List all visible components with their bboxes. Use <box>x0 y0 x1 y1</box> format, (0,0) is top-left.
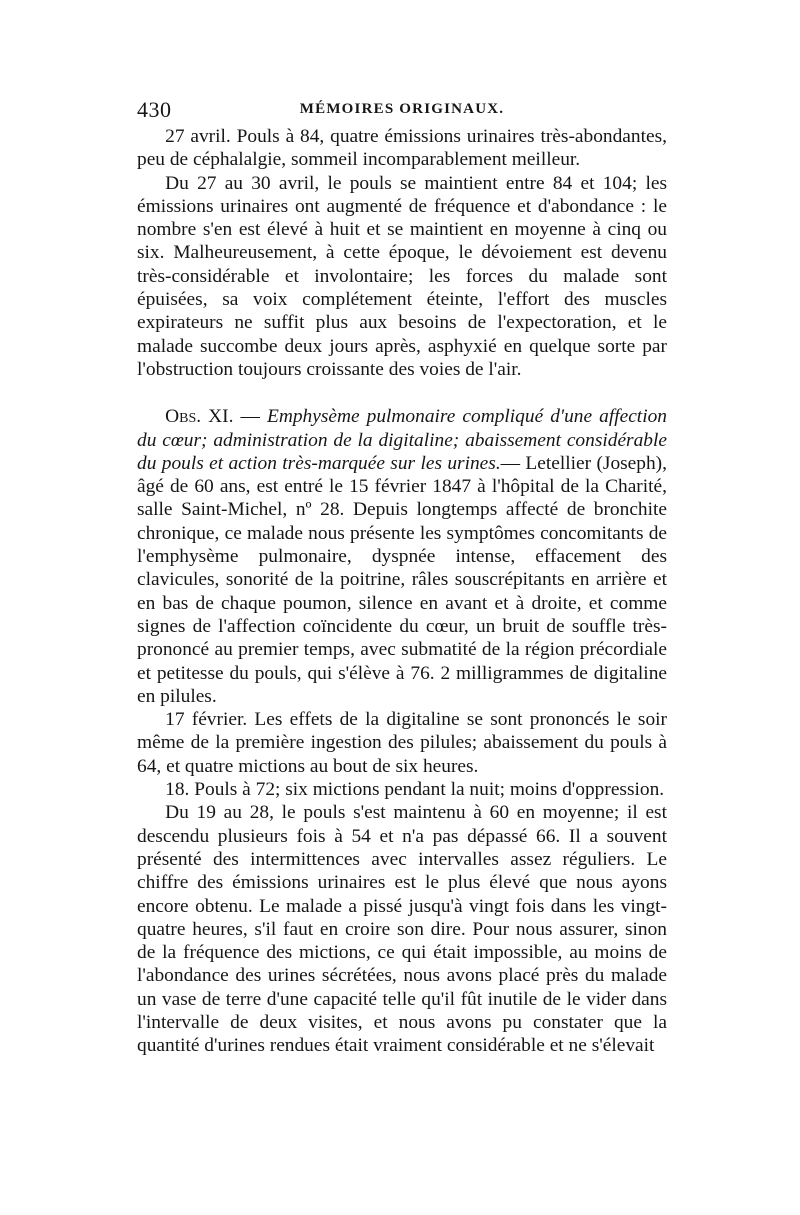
observation-text: — Letellier (Joseph), âgé de 60 ans, est entré le 15 février 1847 à l'hôpital de la Charité, salle Saint-Michel, nº 28. Depuis longtemps affecté de bronchite chronique, ce malade nous présente les symptômes concomitants de l'emphysème pulmonaire, dyspnée intense, effacement des clavicules, sonorité de la poitrine, râles souscrépitants en arrière et en bas de chaque poumon, silence en avant et à droite, et comme signes de l'affection coïncidente du cœur, un bruit de souffle très-prononcé au premier temps, avec submatité de la région précordiale et petitesse du pouls, qui s'élève à 76. 2 milligrammes de digitaline en pilules. <box>137 452 667 707</box>
observation-xi <box>137 405 667 708</box>
paragraph-18: 18. Pouls à 72; six mictions pendant la nuit; moins d'oppression. <box>165 779 665 801</box>
paragraph-27-30-avril: Du 27 au 30 avril, le pouls se maintient entre 84 et 104; les émissions urinaires ont augmenté de fréquence et d'abondance : le nombre s'en est élevé à huit et se maintient en moyenne à cinq ou six. Malheureusement, à cette époque, le dévoiement est devenu très-considérable et involontaire; les forces du malade sont épuisées, sa voix complétement éteinte, l'effort des muscles expirateurs ne suffit plus aux besoins de l'expectoration, et le malade succombe deux jours après, asphyxié en quelque sorte par l'obstruction toujours croissante des voies de l'air. <box>137 172 667 380</box>
paragraph-19-28: Du 19 au 28, le pouls s'est maintenu à 60 en moyenne; il est descendu plusieurs fois à 54 et n'a pas dépassé 66. Il a souvent présenté des intermittences avec intervalles assez réguliers. Le chiffre des émissions urinaires est le plus élevé que nous ayons encore obtenu. Le malade a pissé jusqu'à vingt fois dans les vingt-quatre heures, s'il faut en croire son dire. Pour nous assurer, sinon de la fréquence des mictions, ce qui était impossible, au moins de l'abondance des urines sécrétées, nous avons placé près du malade un vase de terre d'une capacité telle qu'il fût inutile de le vider dans l'intervalle de deux visites, et nous avons pu constater que la quantité d'urines rendues était vraiment considérable et ne s'élevait <box>137 802 667 1057</box>
observation-title: Emphysème pulmonaire compliqué d'une affection du cœur; administration de la digitaline; abaissement considérable du pouls et action très-marquée sur les urines. <box>137 406 667 474</box>
observation-dash: — <box>233 406 267 428</box>
page-number: 430 <box>137 97 172 122</box>
paragraph-17-fevrier: 17 février. Les effets de la digitaline se sont prononcés le soir même de la première ingestion des pilules; abaissement du pouls à 64, et quatre mictions au bout de six heures. <box>137 709 667 777</box>
page-header <box>137 97 667 125</box>
observation-label: Obs. XI. <box>165 406 234 428</box>
running-title: MÉMOIRES ORIGINAUX. <box>299 101 505 117</box>
text-body <box>137 125 667 1058</box>
paragraph-27-avril: 27 avril. Pouls à 84, quatre émissions urinaires très-abondantes, peu de céphalalgie, sommeil incomparablement meilleur. <box>137 126 667 171</box>
